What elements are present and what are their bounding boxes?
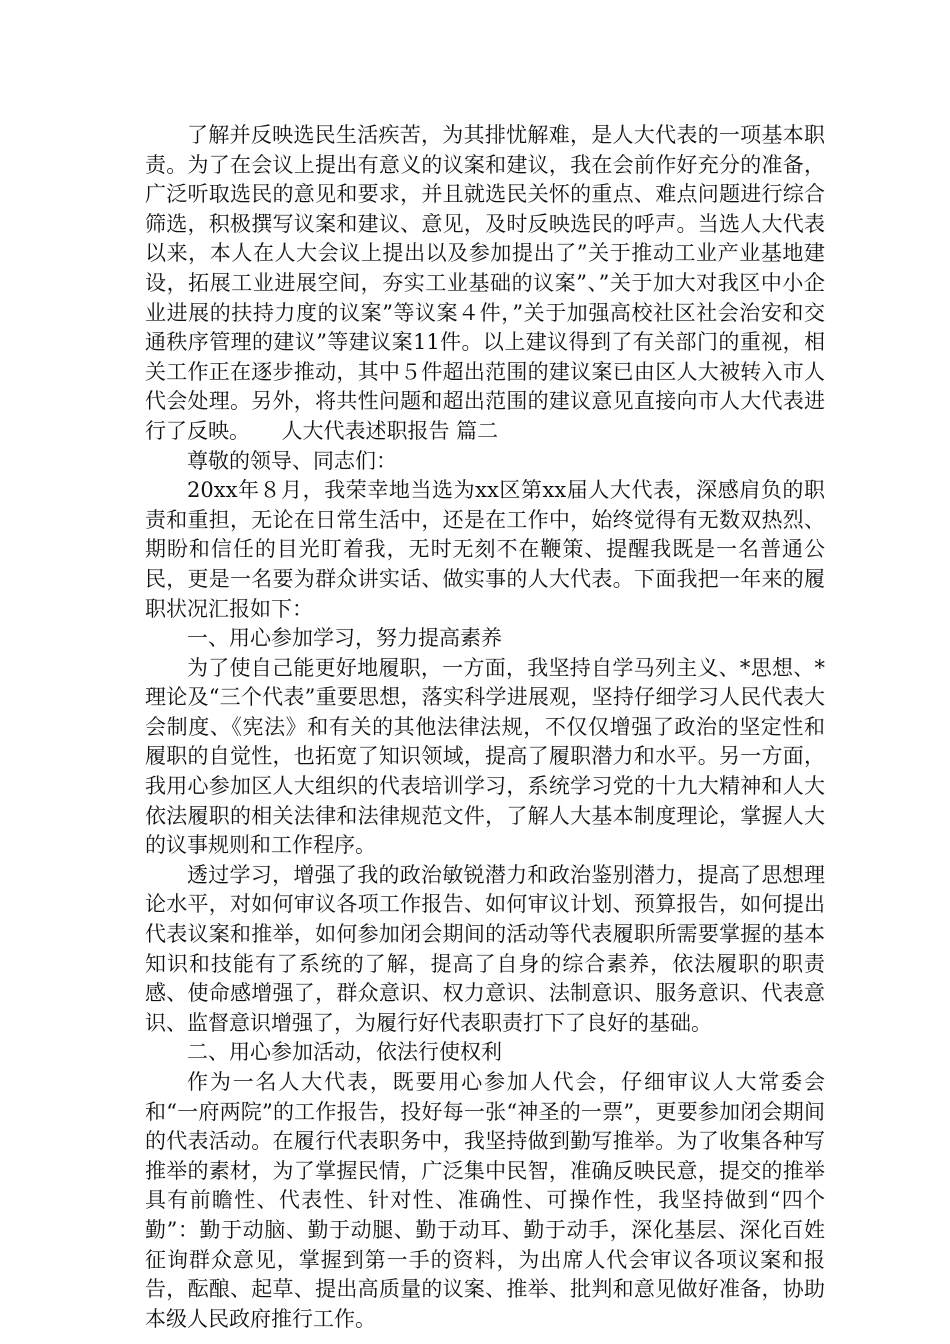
document-body — [145, 121, 825, 1334]
paragraph-activities: 作为一名人大代表，既要用心参加人代会，仔细审议人大常委会和“一府两院”的工作报告，投好每一张“神圣的一票”，更要参加闭会期间的代表活动。在履行代表职务中，我坚持做到勤写推举。为了收集各种写推举的素材，为了掌握民情，广泛集中民智，准确反映民意，提交的推举具有前瞻性、代表性、针对性、准确性、可操作性，我坚持做到“四个勤”：勤于动脑、勤于动腿、勤于动耳、勤于动手，深化基层、深化百姓征询群众意见，掌握到第一手的资料，为出席人代会审议各项议案和报告，酝酿、起草、提出高质量的议案、推举、批判和意见做好准备，协助本级人民政府推行工作。 — [145, 1070, 825, 1331]
paragraph-introduction: 20xx年８月，我荣幸地当选为xx区第xx届人大代表，深感肩负的职责和重担，无论在日常生活中，还是在工作中，始终觉得有无数双热烈、期盼和信任的目光盯着我，无时无刻不在鞭策、提醒我既是一名普通公民，更是一名要为群众讲实话、做实事的人大代表。下面我把一年来的履职状况汇报如下： — [145, 478, 825, 621]
section-heading-activities: 二、用心参加活动，依法行使权利 — [187, 1040, 502, 1065]
paragraph-study-two: 透过学习，增强了我的政治敏锐潜力和政治鉴别潜力，提高了思想理论水平，对如何审议各项工作报告、如何审议计划、预算报告，如何提出代表议案和推举，如何参加闭会期间的活动等代表履职所需要掌握的基本知识和技能有了系统的了解，提高了自身的综合素养，依法履职的职责感、使命感增强了，群众意识、权力意识、法制意识、服务意识、代表意识、监督意识增强了，为履行好代表职责打下了良好的基础。 — [145, 862, 825, 1035]
paragraph-representative-duties: 了解并反映选民生活疾苦，为其排忧解难，是人大代表的一项基本职责。为了在会议上提出有意义的议案和建议，我在会前作好充分的准备，广泛听取选民的意见和要求，并且就选民关怀的重点、难点问题进行综合筛选，积极撰写议案和建议、意见，及时反映选民的呼声。当选人大代表以来，本人在人大会议上提出以及参加提出了”关于推动工业产业基地建设，拓展工业进展空间，夯实工业基础的议案”、”关于加大对我区中小企业进展的扶持力度的议案”等议案４件，”关于加强高校社区社会治安和交通秩序管理的建议”等建议案11件。以上建议得到了有关部门的重视，相关工作正在逐步推动，其中５件超出范围的建议案已由区人大被转入市人代会处理。另外，将共性问题和超出范围的建议意见直接向市人大代表进行了反映。 人大代表述职报告 篇二 — [145, 123, 825, 443]
salutation: 尊敬的领导、同志们： — [187, 448, 397, 473]
section-heading-study: 一、用心参加学习，努力提高素养 — [187, 626, 502, 651]
paragraph-study-one: 为了使自己能更好地履职，一方面，我坚持自学马列主义、*思想、*理论及“三个代表”重要思想，落实科学进展观，坚持仔细学习人民代表大会制度、《宪法》和有关的其他法律法规，不仅仅增强了政治的坚定性和履职的自觉性，也拓宽了知识领域，提高了履职潜力和水平。另一方面，我用心参加区人大组织的代表培训学习，系统学习党的十九大精神和人大依法履职的相关法律和法律规范文件，了解人大基本制度理论，掌握人大的议事规则和工作程序。 — [145, 655, 825, 858]
